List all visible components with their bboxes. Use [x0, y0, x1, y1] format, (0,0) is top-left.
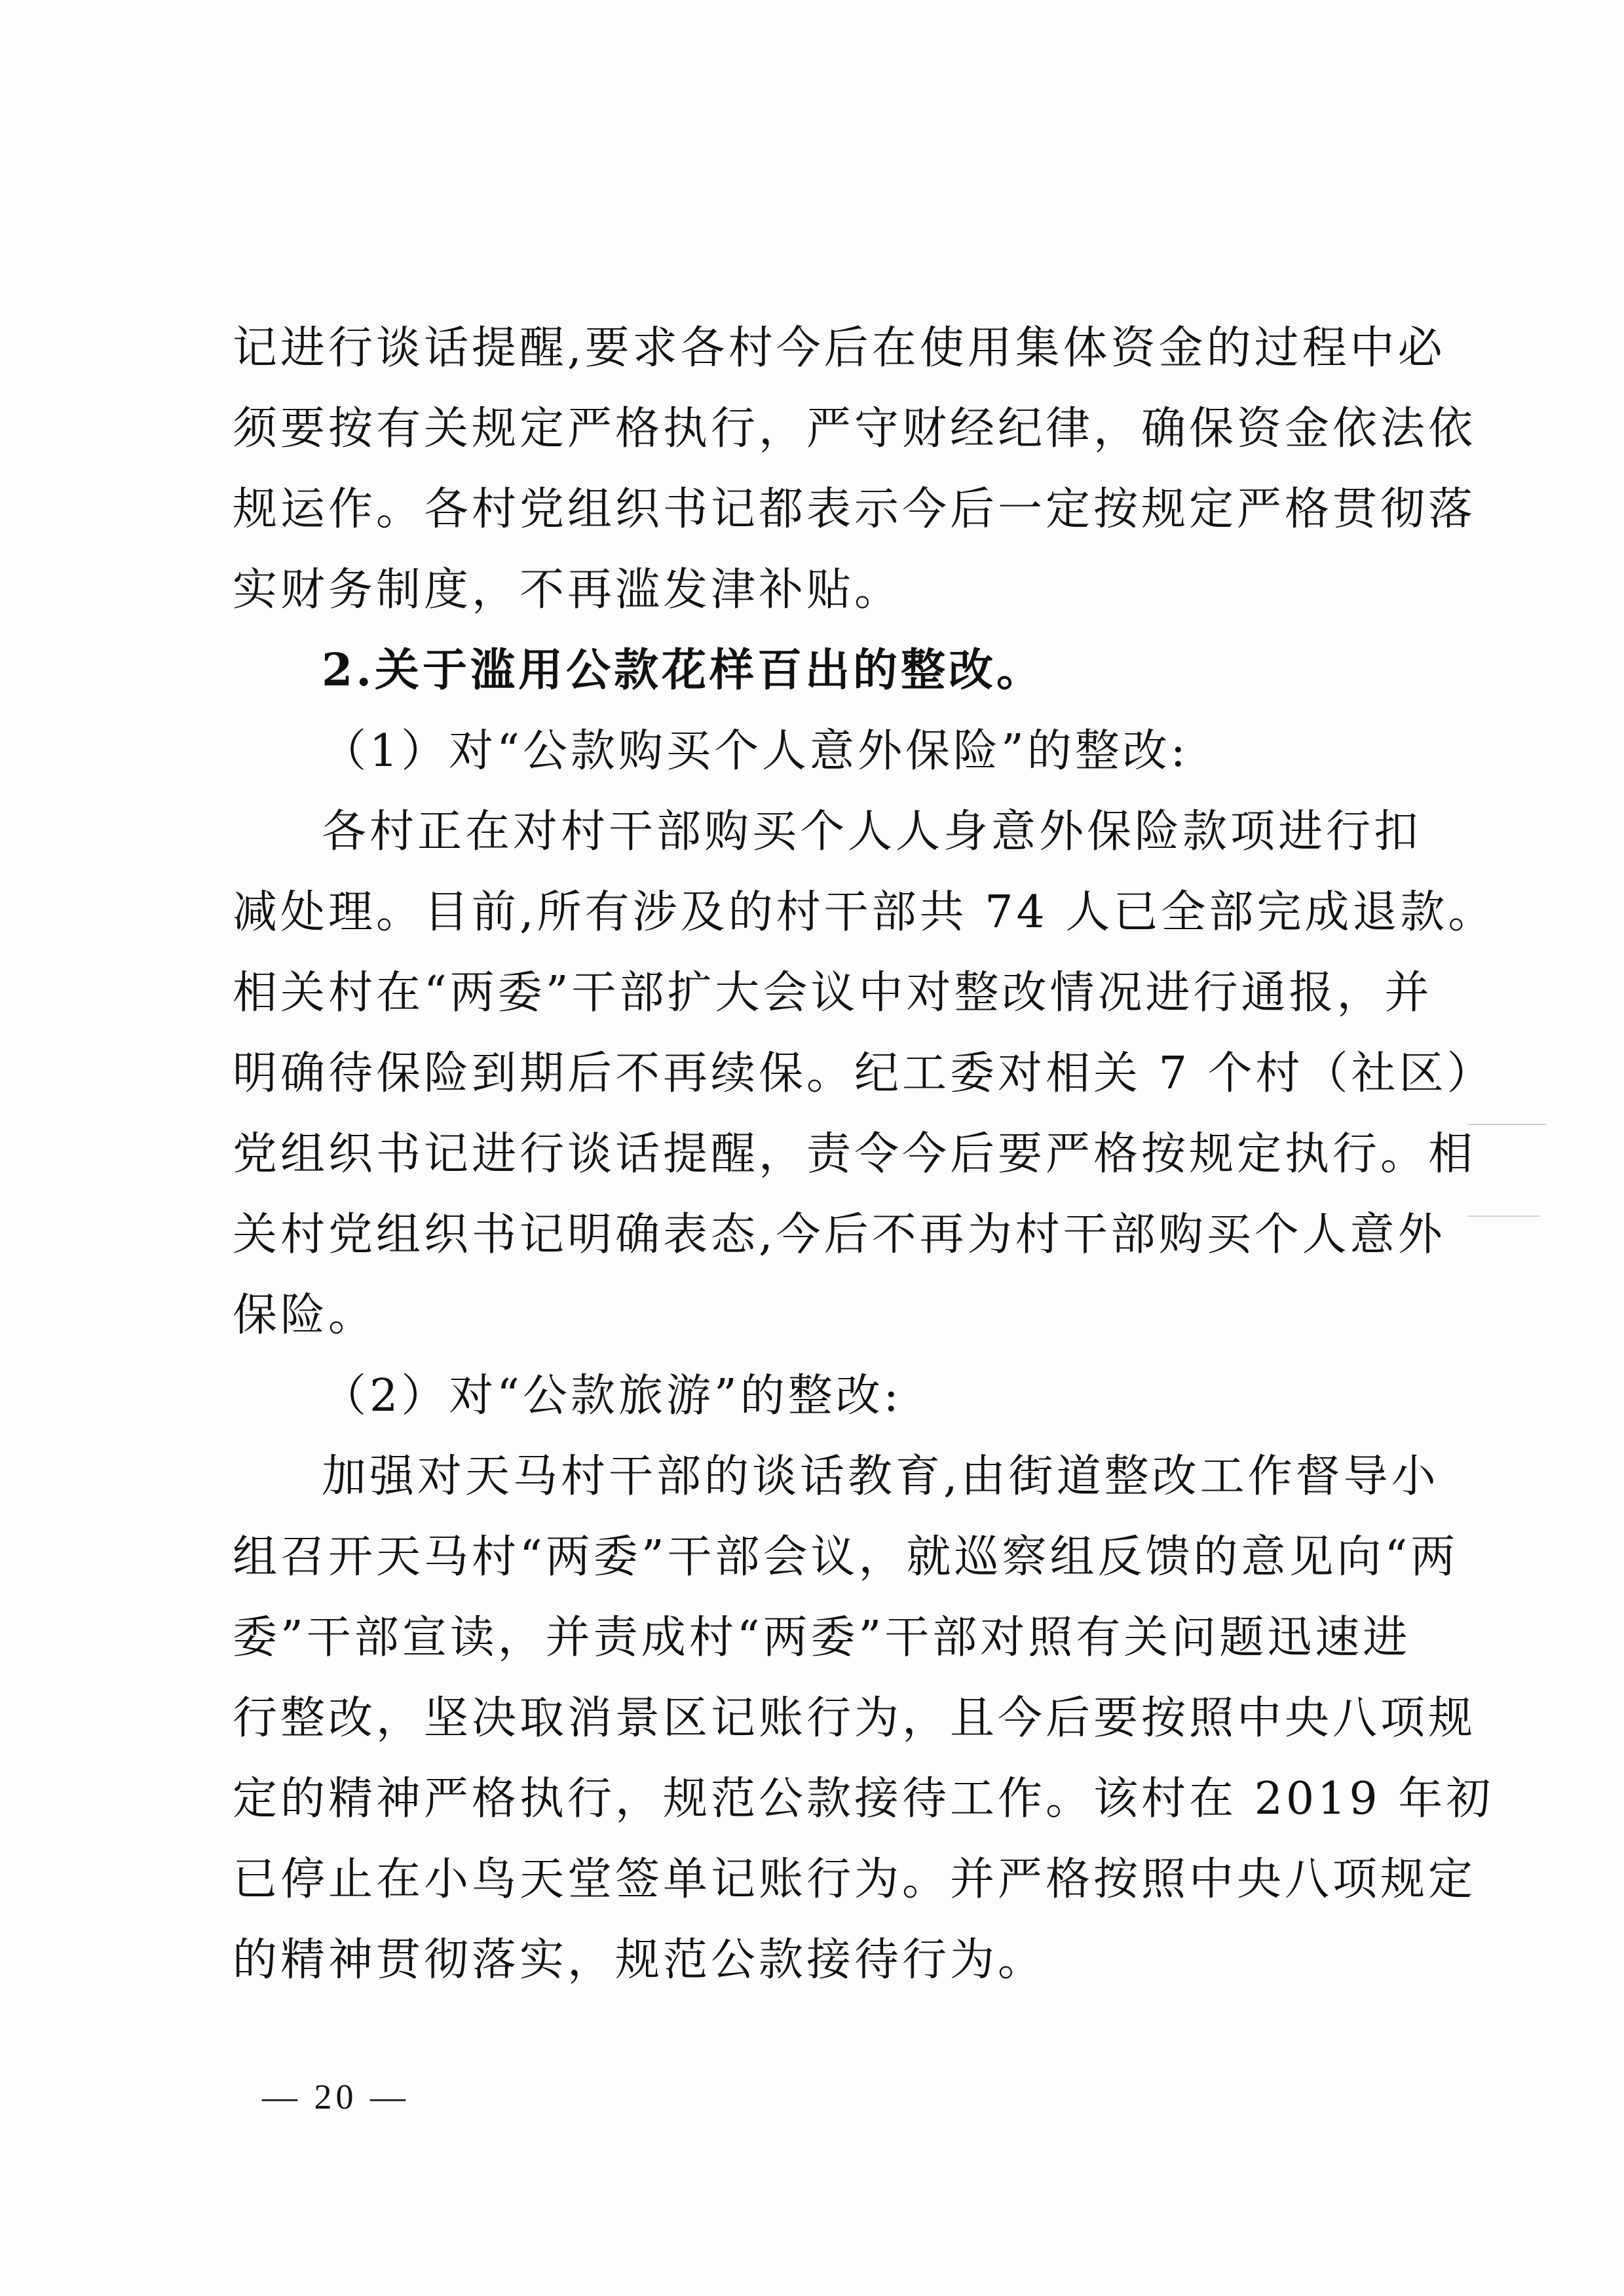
text-line: 减处理。目前,所有涉及的村干部共 74 人已全部完成退款。: [233, 887, 1496, 938]
text-line: 记进行谈话提醒,要求各村今后在使用集体资金的过程中必: [233, 322, 1446, 374]
text-line: 各村正在对村干部购买个人人身意外保险款项进行扣: [322, 806, 1422, 858]
text-line: 定的精神严格执行，规范公款接待工作。该村在 2019 年初: [233, 1773, 1494, 1825]
scan-artifact: [1467, 1124, 1546, 1125]
body-text: [233, 308, 1496, 2000]
text-line: 相关村在“两委”干部扩大会议中对整改情况进行通报，并: [233, 967, 1433, 1019]
scan-artifact: [1467, 1215, 1539, 1217]
page-number: — 20 —: [262, 2077, 409, 2116]
text-line: 关村党组织书记明确表态,今后不再为村干部购买个人意外: [233, 1209, 1446, 1261]
text-line: 规运作。各村党组织书记都表示今后一定按规定严格贯彻落: [233, 484, 1477, 535]
text-line: 党组织书记进行谈话提醒，责令今后要严格按规定执行。相: [233, 1128, 1477, 1180]
text-line: 委”干部宣读，并责成村“两委”干部对照有关问题迅速进: [233, 1612, 1411, 1664]
text-line: 须要按有关规定严格执行，严守财经纪律，确保资金依法依: [233, 403, 1477, 455]
text-line: 已停止在小鸟天堂签单记账行为。并严格按照中央八项规定: [233, 1854, 1477, 1905]
text-line: 实财务制度，不再滥发津补贴。: [233, 564, 903, 616]
subsection-heading: （1）对“公款购买个人意外保险”的整改:: [322, 725, 1189, 777]
text-line: 加强对天马村干部的谈话教育,由街道整改工作督导小: [322, 1451, 1439, 1502]
section-heading: 2.关于滥用公款花样百出的整改。: [322, 644, 1044, 697]
text-line: 的精神贯彻落实，规范公款接待行为。: [233, 1934, 1046, 1986]
text-line: 组召开天马村“两委”干部会议，就巡察组反馈的意见向“两: [233, 1531, 1459, 1583]
text-line: 行整改，坚决取消景区记账行为，且今后要按照中央八项规: [233, 1693, 1477, 1744]
text-line: 明确待保险到期后不再续保。纪工委对相关 7 个村（社区）: [233, 1048, 1495, 1100]
subsection-heading: （2）对“公款旅游”的整改:: [322, 1370, 902, 1422]
text-line: 保险。: [233, 1290, 377, 1341]
